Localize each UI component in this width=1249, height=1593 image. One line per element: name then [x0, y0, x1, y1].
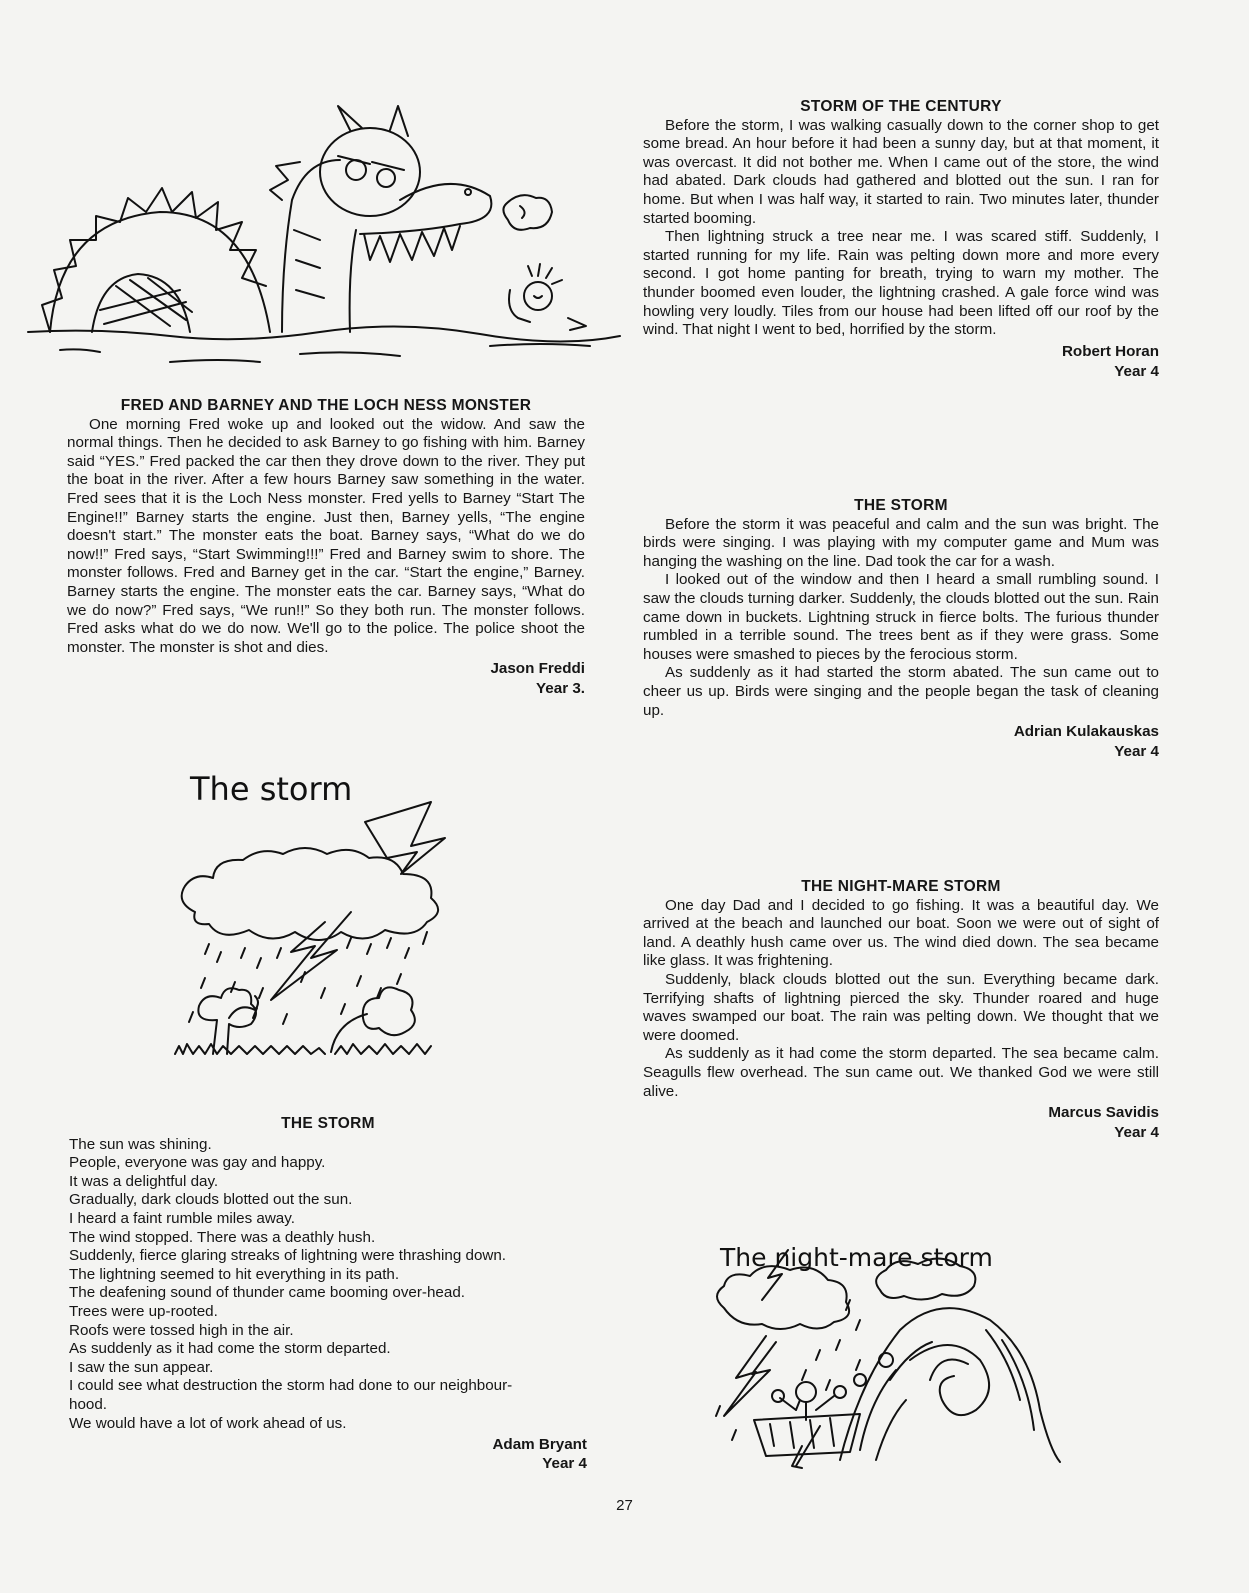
author-year: Year 4	[1114, 362, 1159, 380]
author-name: Jason Freddi	[490, 660, 585, 678]
story-byline	[67, 659, 585, 699]
story-paragraph: One morning Fred woke up and looked out the widow. And saw the normal things. Then he decided to ask Barney to go fishing with him. Barney said “YES.” Fred packed the car then they drove down to the river. They put the boat in the river. After a few hours Barney saw something in the water. Fred sees that it is the Loch Ness monster. Fred yells to Barney “Start The Engine!!” Barney starts the engine. Just then, Barney yells, “The engine doesn't start.” The monster eats the boat. Barney says, “What do we do now!!” Fred says, “Start Swimming!!!” Fred and Barney swim to shore. The monster follows. Fred and Barney get in the car. “Start the engine,” Barney. Barney starts the engine. The monster eats the car. Barney says, “What do we do now?” Fred says, “We run!!” So they both run. The monster follows. Fred asks what do we do now. We'll go to the police. The police shoot the monster. The monster is shot and dies.	[67, 415, 585, 656]
page-number: 27	[616, 1497, 633, 1514]
author-name: Robert Horan	[1061, 342, 1159, 360]
loch-ness-monster-drawing	[20, 100, 625, 375]
poem-line: Gradually, dark clouds blotted out the sun.	[69, 1191, 353, 1209]
story-paragraph: Before the storm, I was walking casually down to the corner shop to get some bread. An hour before it had been a sunny day, but at that moment, it was overcast. It did not bother me. When I came out of the store, the wind had abated. Dark clouds had gathered and blotted out the sun. I ran for home. But when I was half way, it started to rain. Two minutes later, thunder started booming.	[643, 116, 1159, 227]
poem-line: I saw the sun appear.	[69, 1358, 214, 1376]
story-paragraph: Suddenly, black clouds blotted out the sun. Everything became dark. Terrifying shafts of lightning pierced the sky. Thunder roared and huge waves swamped our boat. The rain was pelting down. We thought that we were doomed.	[643, 970, 1159, 1044]
author-year: Year 4	[542, 1455, 587, 1473]
story-paragraph: Then lightning struck a tree near me. I was scared stiff. Suddenly, I started running for my life. Rain was pelting down more and more every second. I got home panting for breath, trying to warn my mother. The thunder boomed even louder, the lightning crashed. A gale force wind was howling very loudly. Tiles from our house had been lifted off our roof by the wind. That night I went to bed, horrified by the storm.	[643, 228, 1159, 339]
author-name: Adrian Kulakauskas	[1013, 723, 1159, 741]
story-title: FRED AND BARNEY AND THE LOCH NESS MONSTER	[120, 397, 532, 414]
drawing-caption: The storm	[190, 770, 353, 808]
author-name: Marcus Savidis	[1048, 1104, 1159, 1122]
story-byline	[69, 1435, 587, 1473]
poem-line: People, everyone was gay and happy.	[69, 1154, 326, 1172]
drawing-caption: The night-mare storm	[720, 1243, 993, 1272]
author-year: Year 4	[1114, 1124, 1159, 1142]
poem-line: hood.	[69, 1395, 108, 1413]
story-fred-and-barney	[67, 397, 585, 699]
story-paragraph: As suddenly as it had started the storm abated. The sun came out to cheer us up. Birds were singing and the people began the task of cleaning up.	[643, 664, 1159, 719]
poem-line: It was a delightful day.	[69, 1172, 219, 1190]
story-the-storm-adrian	[643, 497, 1159, 762]
poem-line: Trees were up-rooted.	[69, 1302, 218, 1320]
poem-line: We would have a lot of work ahead of us.	[69, 1414, 347, 1432]
author-year: Year 4	[1114, 743, 1159, 761]
poem-line: The wind stopped. There was a deathly hush.	[69, 1228, 376, 1246]
story-the-storm-poem	[69, 1115, 587, 1473]
story-paragraph: One day Dad and I decided to go fishing. It was a beautiful day. We arrived at the beach and launched our boat. Soon we were out of sight of land. A deathly hush came over us. The wind died down. The sea became like glass. It was frightening.	[643, 896, 1159, 970]
poem-line: The deafening sound of thunder came booming over-head.	[69, 1284, 465, 1302]
story-night-mare-storm	[643, 878, 1159, 1143]
poem-line: As suddenly as it had come the storm departed.	[69, 1340, 391, 1358]
poem-line: Roofs were tossed high in the air.	[69, 1321, 294, 1339]
story-paragraph: As suddenly as it had come the storm departed. The sea became calm. Seagulls flew overhead. The sun came out. We thanked God we were still alive.	[643, 1045, 1159, 1100]
story-paragraph: Before the storm it was peaceful and calm and the sun was bright. The birds were singing. I was playing with my computer game and Mum was hanging the washing on the line. Dad took the car for a wash.	[643, 515, 1159, 570]
author-name: Adam Bryant	[492, 1436, 587, 1454]
poem-line: I could see what destruction the storm had done to our neighbour-	[69, 1377, 513, 1395]
author-year: Year 3.	[536, 680, 585, 698]
night-mare-storm-drawing	[710, 1230, 1080, 1470]
poem-line: Suddenly, fierce glaring streaks of lightning were thrashing down.	[69, 1247, 507, 1265]
poem-line: The lightning seemed to hit everything in its path.	[69, 1265, 400, 1283]
story-title: THE NIGHT-MARE STORM	[801, 878, 1001, 895]
poem-line: I heard a faint rumble miles away.	[69, 1209, 295, 1227]
story-byline	[643, 342, 1159, 382]
story-byline	[643, 722, 1159, 762]
poem-line: The sun was shining.	[69, 1135, 212, 1153]
story-storm-of-the-century	[643, 98, 1159, 382]
story-paragraph: I looked out of the window and then I heard a small rumbling sound. I saw the clouds turning darker. Suddenly, the clouds blotted out the sun. Rain came down in buckets. Lightning struck in fierce bolts. The furious thunder rumbled in a terrible sound. The trees bent as if they were grass. Some houses were smashed to pieces by the ferocious storm.	[643, 571, 1159, 663]
story-title: THE STORM	[281, 1115, 375, 1132]
story-title: STORM OF THE CENTURY	[800, 98, 1002, 115]
story-byline	[643, 1103, 1159, 1143]
story-title: THE STORM	[854, 497, 948, 514]
storm-drawing	[165, 762, 495, 1072]
